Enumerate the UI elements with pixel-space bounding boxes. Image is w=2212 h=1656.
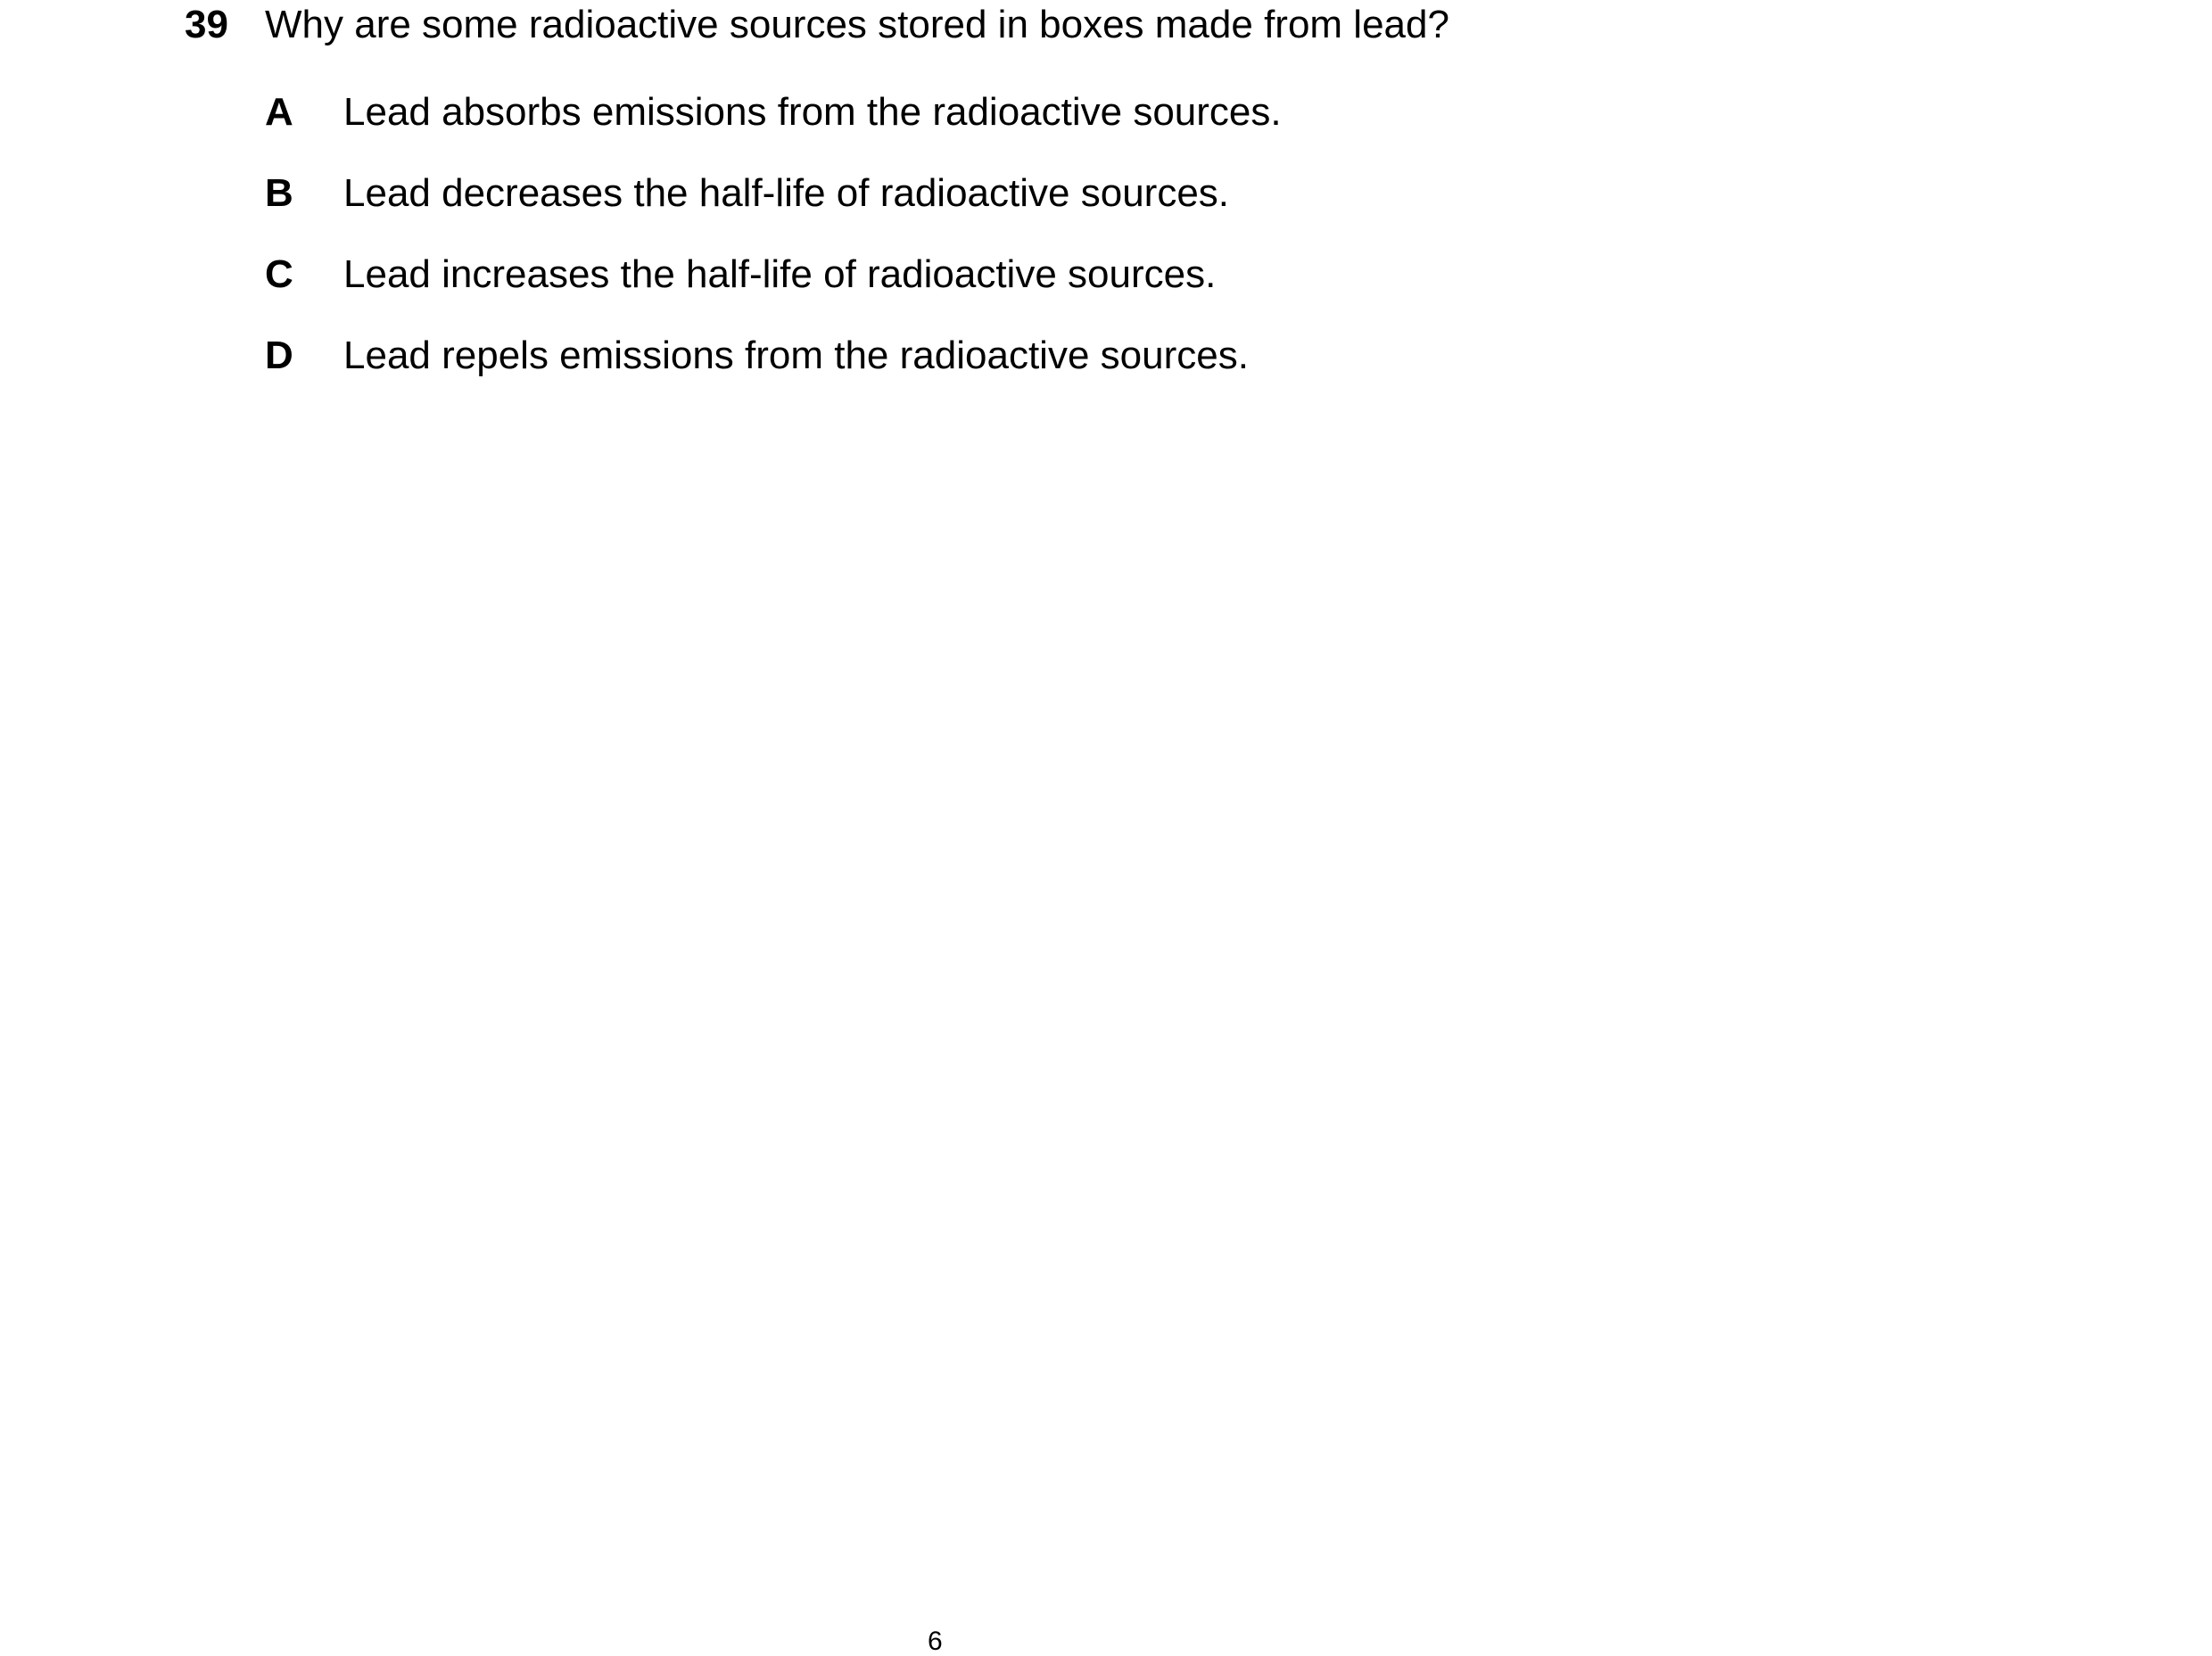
- option-c: [265, 250, 1282, 300]
- option-text: Lead decreases the half-life of radioactive sources.: [343, 171, 1230, 215]
- option-letter: B: [265, 171, 293, 215]
- option-letter: D: [265, 334, 293, 377]
- option-a: [265, 87, 1282, 137]
- option-text: Lead absorbs emissions from the radioactive sources.: [343, 90, 1282, 134]
- option-text: Lead increases the half-life of radioactive sources.: [343, 252, 1217, 296]
- option-d: [265, 331, 1282, 381]
- question-number: 39: [185, 3, 228, 46]
- question-text: Why are some radioactive sources stored in boxes made from lead?: [265, 3, 1449, 46]
- question-row: [185, 0, 2058, 50]
- option-b: [265, 169, 1282, 218]
- option-letter: C: [265, 252, 293, 296]
- answer-options: [265, 87, 1282, 412]
- page-number: 6: [928, 1627, 943, 1656]
- option-letter: A: [265, 90, 293, 134]
- question-block: [185, 0, 2058, 50]
- option-text: Lead repels emissions from the radioactive sources.: [343, 334, 1249, 377]
